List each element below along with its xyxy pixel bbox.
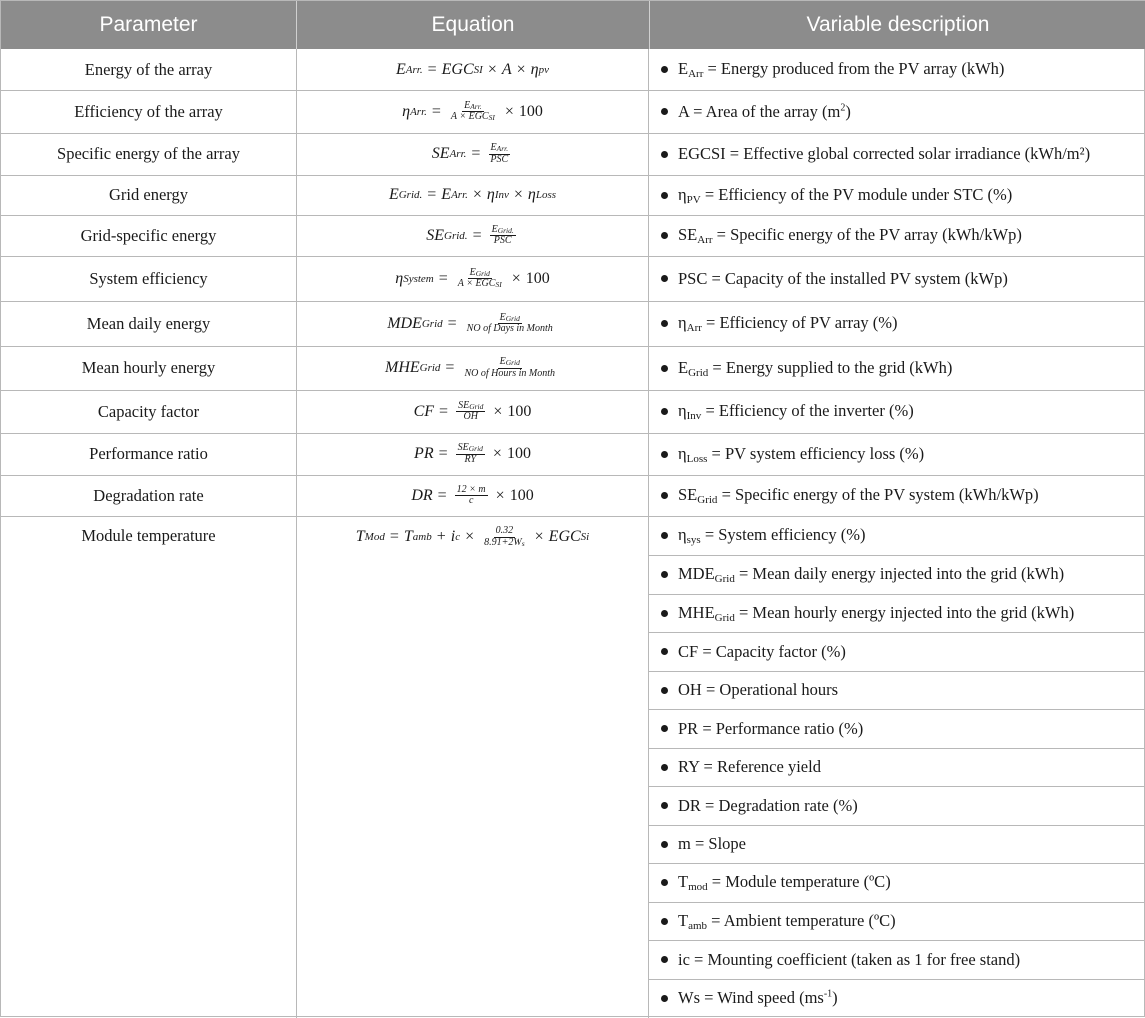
description-item: $E_{Arr}$ = Energy produced from the PV array (kWh) (649, 49, 1145, 90)
equation-cell (297, 175, 648, 215)
bullet-icon (661, 802, 668, 809)
description-item: Ws = Wind speed $(ms^{-1})$ (649, 979, 1145, 1017)
description-item: m = Slope (649, 825, 1145, 863)
description-item: CF = Capacity factor (%) (649, 632, 1145, 671)
bullet-icon (661, 275, 668, 282)
equation: E Grid. = E Arr. × η Inv × η Loss (388, 186, 557, 203)
bullet-icon (661, 879, 668, 886)
description-item: $MDE_{Grid}$ = Mean daily energy injected into the grid (kWh) (649, 555, 1145, 594)
equation: DR = $\frac{12 \times m}{c}$ × 100 (411, 483, 534, 506)
equation-cell (297, 256, 648, 301)
equation: SE Grid. = $\frac{E_{Grid.}}{\text{PSC}}$ (426, 223, 514, 246)
equation-cell (297, 49, 648, 90)
bullet-icon (661, 492, 668, 499)
equation-cell (297, 390, 648, 433)
bullet-icon (661, 66, 668, 73)
bullet-icon (661, 232, 668, 239)
equation-cell (297, 301, 648, 346)
parameter-cell: Grid-specific energy (80, 225, 217, 245)
parameter-cell: Grid energy (109, 185, 188, 204)
bullet-icon (661, 532, 668, 539)
description-item: A = Area of the array $(m^2)$ (649, 90, 1145, 133)
bullet-icon (661, 995, 668, 1002)
equation: CF = $\frac{SE_{Grid}}{OH}$ × 100 (413, 399, 532, 422)
header-parameter: Parameter (1, 1, 296, 49)
description-item: $T_{mod}$ = Module temperature (ºC) (649, 863, 1145, 902)
equation: MDE Grid = $\frac{E_{Grid}}{\text{NO of Days in Month}}$ (387, 311, 553, 334)
bullet-icon (661, 610, 668, 617)
equation-cell (297, 133, 648, 175)
parameter-cell: Degradation rate (93, 485, 204, 505)
bullet-icon (661, 956, 668, 963)
equation: E Arr. = EGC SI × A × η pv (396, 60, 549, 78)
description-item: DR = Degradation rate (%) (649, 786, 1145, 825)
parameter-cell: Capacity factor (97, 401, 200, 421)
parameter-cell: System efficiency (89, 268, 208, 288)
bullet-icon (661, 648, 668, 655)
equation: PR = $\frac{SE_{Grid}}{RY}$ × 100 (414, 442, 531, 465)
parameter-cell: Specific energy of the array (57, 144, 240, 163)
equation: SE Arr. = $\frac{E_{Arr.}}{\text{PSC}}$ (431, 142, 509, 165)
description-item: $MHE_{Grid}$ = Mean hourly energy injected into the grid (kWh) (649, 594, 1145, 632)
parameter-cell: Mean daily energy (86, 313, 211, 333)
description-item: OH = Operational hours (649, 671, 1145, 709)
bullet-icon (661, 151, 668, 158)
description-item: ic = Mounting coefficient (taken as 1 for free stand) (649, 940, 1145, 979)
equation: T Mod = T amb + i c × $\frac{0.32}{8.91+2W_s}$ × EGC Si (355, 525, 590, 548)
description-item: $\eta_{Loss}$ = PV system efficiency loss (%) (649, 433, 1145, 475)
bullet-icon (661, 571, 668, 578)
description-item: EGCSI = Effective global corrected solar irradiance (kWh/m²) (649, 133, 1145, 175)
parameter-cell: Mean hourly energy (81, 358, 216, 377)
equation-cell (297, 346, 648, 390)
description-item: RY = Reference yield (649, 748, 1145, 786)
equation: η Arr. = $\frac{E_{Arr.}}{A \times EGC_{SI}}$ × 100 (402, 99, 543, 122)
bullet-icon (661, 725, 668, 732)
description-item: PR = Performance ratio (%) (649, 709, 1145, 748)
equation-cell (297, 90, 648, 133)
header-equation: Equation (296, 1, 649, 49)
description-item: PSC = Capacity of the installed PV system (kWp) (649, 256, 1145, 301)
bullet-icon (661, 687, 668, 694)
equation-cell (297, 433, 648, 475)
description-item: $T_{amb}$ = Ambient temperature (ºC) (649, 902, 1145, 940)
description-item: $\eta_{sys}$ = System efficiency (%) (649, 516, 1145, 555)
bullet-icon (661, 320, 668, 327)
equation-cell (297, 215, 648, 256)
parameter-cell: Module temperature (81, 526, 216, 545)
bullet-icon (661, 408, 668, 415)
equation: η System = $\frac{E_{Grid}}{A \times EGC_{SI}}$ × 100 (395, 266, 550, 289)
parameter-cell: Performance ratio (89, 444, 208, 463)
parameter-cell: Energy of the array (84, 59, 213, 79)
equation: MHE Grid = $\frac{E_{Grid}}{\text{NO of Hours in Month}}$ (384, 356, 556, 379)
description-item: $SE_{Arr}$ = Specific energy of the PV array (kWh/kWp) (649, 215, 1145, 256)
bullet-icon (661, 192, 668, 199)
parameter-cell: Efficiency of the array (74, 101, 223, 121)
description-item: $\eta_{PV}$ = Efficiency of the PV module under STC (%) (649, 175, 1145, 215)
header-description: Variable description (649, 1, 1145, 49)
bullet-icon (661, 841, 668, 848)
bullet-icon (661, 918, 668, 925)
description-item: $\eta_{Inv}$ = Efficiency of the inverter (%) (649, 390, 1145, 433)
bullet-icon (661, 365, 668, 372)
equation-cell (297, 475, 648, 516)
equation-cell (297, 516, 648, 556)
bullet-icon (661, 764, 668, 771)
description-item: $\eta_{Arr}$ = Efficiency of PV array (%) (649, 301, 1145, 346)
bullet-icon (661, 108, 668, 115)
description-item: $SE_{Grid}$ = Specific energy of the PV system (kWh/kWp) (649, 475, 1145, 516)
description-item: $E_{Grid}$ = Energy supplied to the grid (kWh) (649, 346, 1145, 390)
bullet-icon (661, 451, 668, 458)
